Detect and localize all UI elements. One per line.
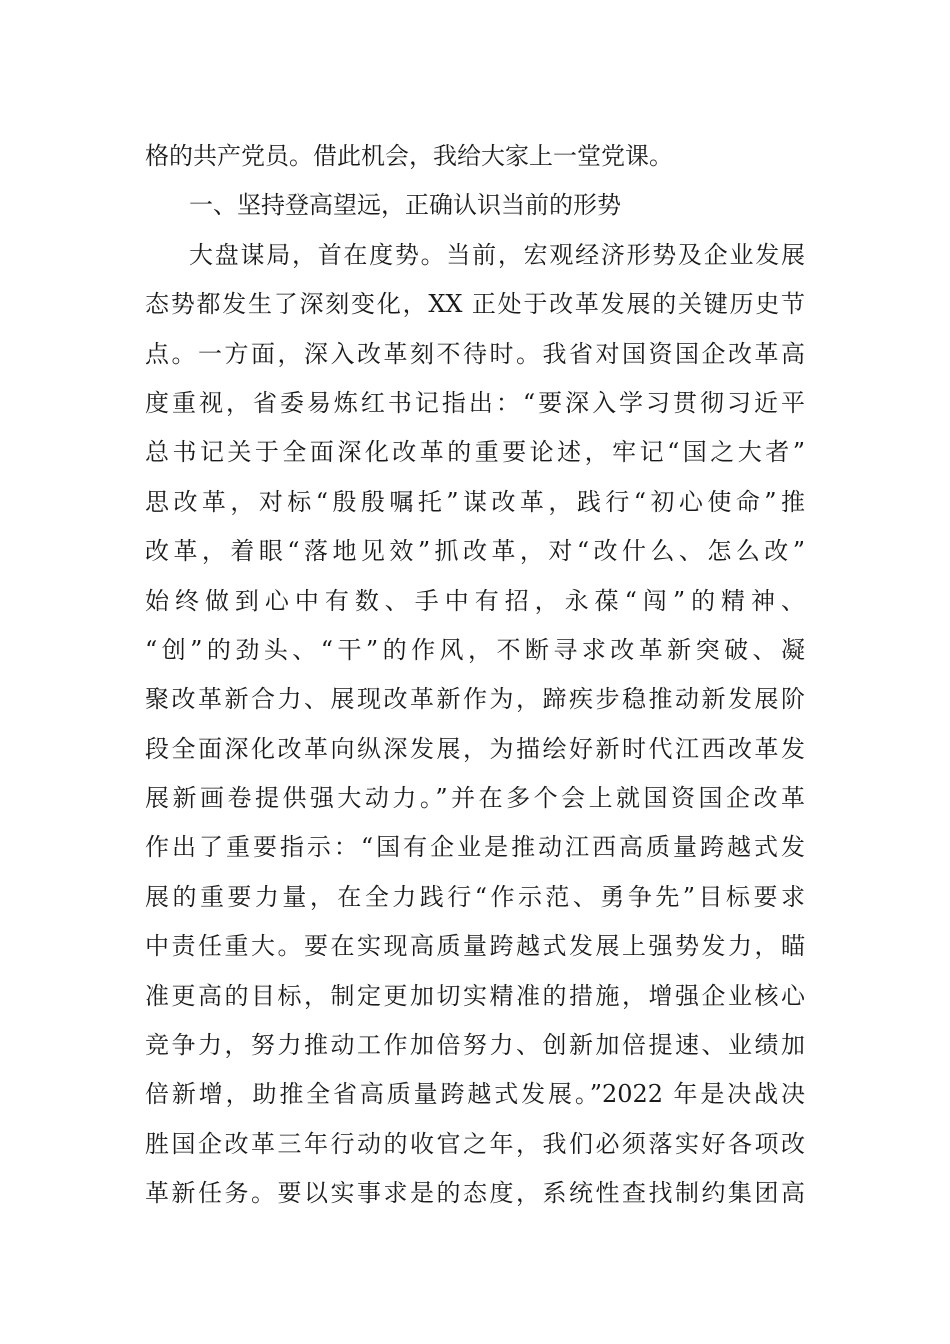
text-line: 始终做到心中有数、手中有招，永葆“闯”的精神、 [145, 586, 805, 615]
text-line: 度重视，省委易炼红书记指出：“要深入学习贯彻习近平 [145, 388, 805, 417]
text-line: 段全面深化改革向纵深发展，为描绘好新时代江西改革发 [145, 734, 805, 763]
text-line: 点。一方面，深入改革刻不待时。我省对国资国企改革高 [145, 339, 805, 368]
text-line: 态势都发生了深刻变化，XX 正处于改革发展的关键历史节 [145, 290, 805, 319]
text-line: 革新任务。要以实事求是的态度，系统性查找制约集团高 [145, 1179, 805, 1208]
section-heading: 一、坚持登高望远，正确认识当前的形势 [189, 191, 621, 220]
text-line: 改革，着眼“落地见效”抓改革，对“改什么、怎么改” [145, 537, 805, 566]
text-line: 中责任重大。要在实现高质量跨越式发展上强势发力，瞄 [145, 932, 805, 961]
text-line: 思改革，对标“殷殷嘱托”谋改革，践行“初心使命”推 [145, 487, 805, 516]
paragraph-first-line: 大盘谋局，首在度势。当前，宏观经济形势及企业发展 [189, 240, 805, 269]
text-line: 竞争力，努力推动工作加倍努力、创新加倍提速、业绩加 [145, 1031, 805, 1060]
text-line: 胜国企改革三年行动的收官之年，我们必须落实好各项改 [145, 1129, 805, 1158]
text-line: 展的重要力量，在全力践行“作示范、勇争先”目标要求 [145, 882, 805, 911]
text-line: 总书记关于全面深化改革的重要论述，牢记“国之大者” [145, 438, 805, 467]
text-line: 作出了重要指示：“国有企业是推动江西高质量跨越式发 [145, 833, 805, 862]
text-line: “创”的劲头、“干”的作风，不断寻求改革新突破、凝 [145, 635, 805, 664]
text-line: 准更高的目标，制定更加切实精准的措施，增强企业核心 [145, 981, 805, 1010]
text-line: 倍新增，助推全省高质量跨越式发展。”2022 年是决战决 [145, 1080, 805, 1109]
body-text [145, 132, 805, 1219]
text-line: 格的共产党员。借此机会，我给大家上一堂党课。 [145, 142, 673, 170]
text-line: 聚改革新合力、展现改革新作为，蹄疾步稳推动新发展阶 [145, 685, 805, 714]
text-line: 展新画卷提供强大动力。”并在多个会上就国资国企改革 [145, 784, 805, 813]
